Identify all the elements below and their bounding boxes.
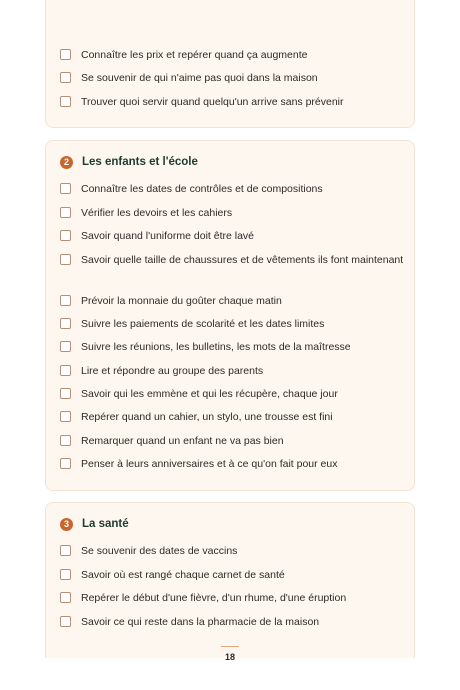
checklist-item[interactable] xyxy=(60,181,405,197)
checkbox[interactable] xyxy=(60,49,71,60)
checklist-item[interactable] xyxy=(60,567,405,583)
checklist-item-label: Lire et répondre au groupe des parents xyxy=(81,365,264,377)
checklist-item[interactable] xyxy=(60,70,405,86)
checklist-item-label: Trouver quoi servir quand quelqu'un arrive sans prévenir xyxy=(81,96,344,108)
checklist-item[interactable] xyxy=(60,433,405,449)
checklist-item[interactable] xyxy=(60,94,405,110)
section-heading xyxy=(60,516,129,532)
checklist-item-label: Prévoir la monnaie du goûter chaque matin xyxy=(81,295,282,307)
checkbox[interactable] xyxy=(60,295,71,306)
checkbox[interactable] xyxy=(60,96,71,107)
checklist-item[interactable] xyxy=(60,252,405,268)
checklist-item[interactable] xyxy=(60,316,405,332)
checklist-item[interactable] xyxy=(60,293,405,309)
checklist-item-label: Vérifier les devoirs et les cahiers xyxy=(81,207,233,219)
checklist-item-label: Connaître les prix et repérer quand ça augmente xyxy=(81,49,308,61)
checklist-item[interactable] xyxy=(60,228,405,244)
checkbox[interactable] xyxy=(60,72,71,83)
checkbox[interactable] xyxy=(60,616,71,627)
checklist-item[interactable] xyxy=(60,614,405,630)
checklist-item-label: Savoir quelle taille de chaussures et de vêtements ils font maintenant xyxy=(81,254,404,266)
checklist-item[interactable] xyxy=(60,205,405,221)
checklist-item-label: Se souvenir des dates de vaccins xyxy=(81,545,238,557)
section-number-badge: 3 xyxy=(60,518,73,531)
checkbox[interactable] xyxy=(60,318,71,329)
checklist-item[interactable] xyxy=(60,339,405,355)
section-heading xyxy=(60,154,198,170)
checkbox[interactable] xyxy=(60,183,71,194)
checklist-item-label: Savoir qui les emmène et qui les récupère, chaque jour xyxy=(81,388,338,400)
page-number: 18 xyxy=(224,652,235,662)
checklist-item[interactable] xyxy=(60,386,405,402)
checklist-item-label: Se souvenir de qui n'aime pas quoi dans la maison xyxy=(81,72,318,84)
checklist-item-label: Connaître les dates de contrôles et de compositions xyxy=(81,183,323,195)
section-title: Les enfants et l'école xyxy=(82,156,198,168)
checklist-item-label: Remarquer quand un enfant ne va pas bien xyxy=(81,435,284,447)
section-title: La santé xyxy=(82,518,129,530)
section-number-badge: 2 xyxy=(60,156,73,169)
checklist-item[interactable] xyxy=(60,363,405,379)
checklist-item-label: Savoir quand l'uniforme doit être lavé xyxy=(81,230,255,242)
checklist-item[interactable] xyxy=(60,590,405,606)
checkbox[interactable] xyxy=(60,435,71,446)
checkbox[interactable] xyxy=(60,569,71,580)
checklist-item-label: Suivre les réunions, les bulletins, les mots de la maîtresse xyxy=(81,341,351,353)
checkbox[interactable] xyxy=(60,592,71,603)
checklist-item-label: Repérer quand un cahier, un stylo, une trousse est fini xyxy=(81,411,333,423)
checklist-item[interactable] xyxy=(60,409,405,425)
checklist-item-label: Savoir ce qui reste dans la pharmacie de la maison xyxy=(81,616,320,628)
checkbox[interactable] xyxy=(60,411,71,422)
checklist-item-label: Savoir où est rangé chaque carnet de santé xyxy=(81,569,285,581)
checklist-item-label: Repérer le début d'une fièvre, d'un rhume, d'une éruption xyxy=(81,592,347,604)
checklist-item[interactable] xyxy=(60,543,405,559)
checklist-item-label: Suivre les paiements de scolarité et les dates limites xyxy=(81,318,325,330)
checklist-item-label: Penser à leurs anniversaires et à ce qu'on fait pour eux xyxy=(81,458,338,470)
checkbox[interactable] xyxy=(60,388,71,399)
checkbox[interactable] xyxy=(60,254,71,265)
checkbox[interactable] xyxy=(60,458,71,469)
checklist-item[interactable] xyxy=(60,456,405,472)
checkbox[interactable] xyxy=(60,230,71,241)
checkbox[interactable] xyxy=(60,545,71,556)
page-number-divider xyxy=(221,646,239,647)
checkbox[interactable] xyxy=(60,341,71,352)
checkbox[interactable] xyxy=(60,365,71,376)
checklist-item[interactable] xyxy=(60,47,405,63)
checkbox[interactable] xyxy=(60,207,71,218)
